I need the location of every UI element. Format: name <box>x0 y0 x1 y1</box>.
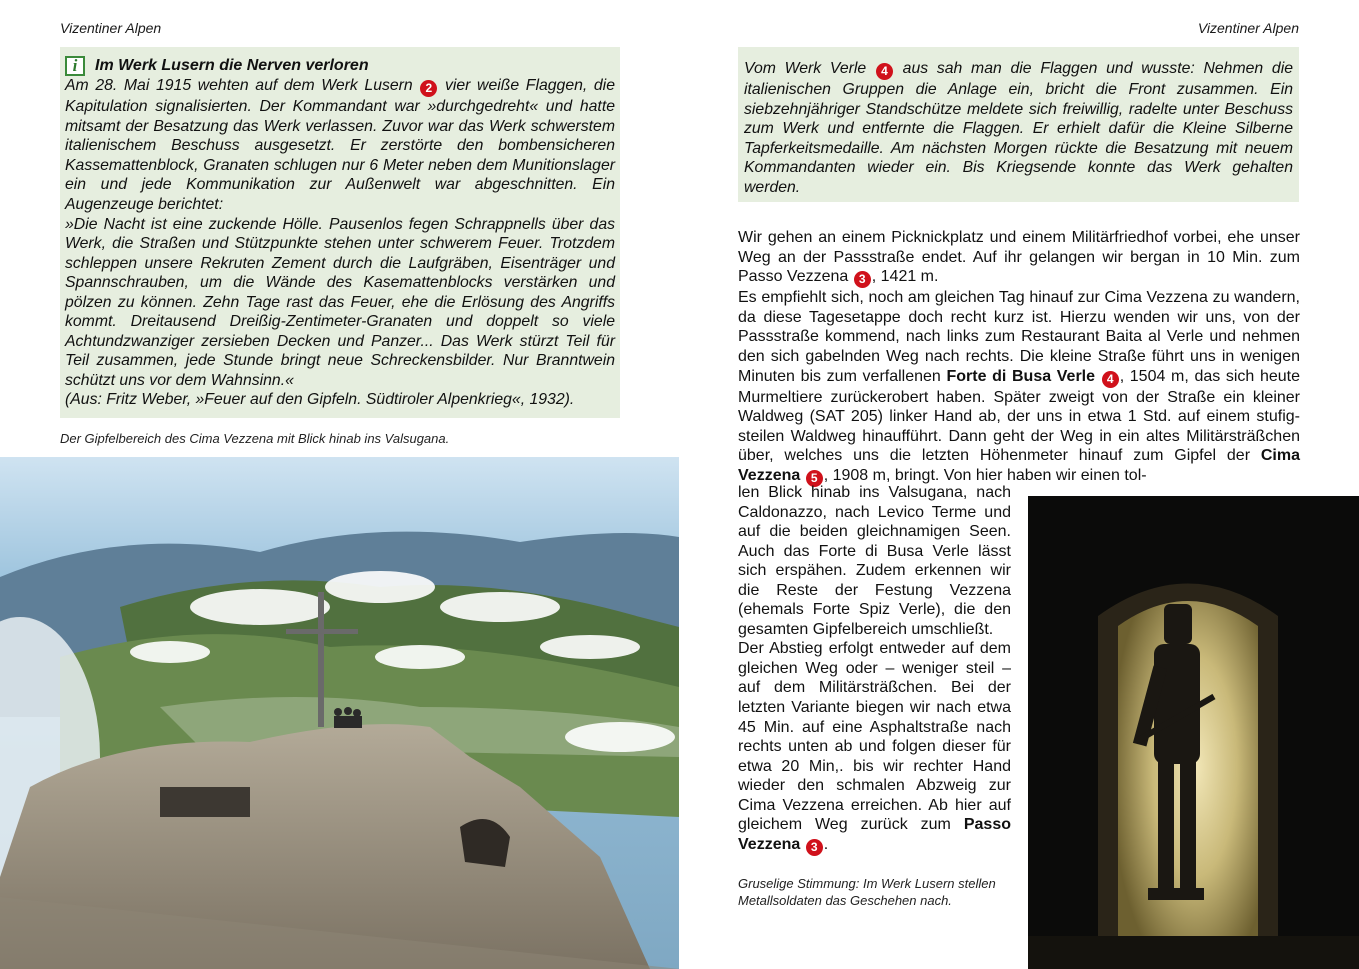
body-text: Wir gehen an einem Picknickplatz und einem Militärfriedhof vorbei, ehe unser Weg an der Passstraße endet. Auf ihr gelangen wir bergan in 10 Min. zum Passo Vezzena <box>738 229 1300 286</box>
body-text: . <box>823 835 829 853</box>
body-paragraph <box>738 228 1300 288</box>
waypoint-marker: 4 <box>876 63 893 80</box>
body-text: Der Abstieg erfolgt entweder auf dem gleichen Weg oder – weniger steil – auf dem Militärsträßchen. Bei der letzten Variante biegen wir nach etwa 45 Min. auf eine Asphaltstraße nach rechts unten ab und folgen dieser für etwa 20 Min,. bis wir rechter Hand wieder den schmalen Abzweig zur Cima Vezzena erreichen. Ab hier auf gleichem Weg zurück zum <box>738 640 1011 834</box>
info-i-icon: i <box>65 56 85 76</box>
info-box-continued-paragraph <box>744 59 1293 198</box>
main-text-bottom <box>738 483 1011 856</box>
info-box-text: vier weiße Flaggen, die Kapitulation signalisierten. Der Kommandant war »durchgedreht« und hatte mitsamt der Besatzung das Werk verlassen. Zuvor war das Werk schwerstem italienischem Beschuss ausgesetzt. Er zerstörte den bombensicheren Kassemattenblock, Granaten schlugen nur 6 Meter neben dem Munitionslager ein und jede Kommunikation zur Außenwelt war abgeschnitten. Ein Augenzeuge berichtet: <box>65 77 615 213</box>
info-box-text: Vom Werk Verle <box>744 60 867 77</box>
main-text-top <box>738 228 1300 487</box>
running-head-left: Vizentiner Alpen <box>60 20 162 36</box>
body-paragraph <box>738 288 1300 487</box>
summit-photo-caption: Der Gipfelbereich des Cima Vezzena mit Blick hinab ins Valsugana. <box>60 431 450 446</box>
eyewitness-quote: »Die Nacht ist eine zuckende Hölle. Pausenlos fegen Schrappnells über das Werk, die Straßen und Stützpunkte stehen unter schwerem Feuer. Trotzdem schleppen unsere Rekruten Zement durch die Laufgräben, Eisenträger und Spannschrauben, um die Wände des Kasemattenblocks verstärken und pölzen zu können. Zehn Tage rast das Feuer, ehe die Erlösung des Angriffs kommt. Dreitausend Dreißig-Zentimeter-Granaten und doppelt so viele Achtundzwanziger zersieben Decken und Panzer... Das Werk stürzt Teil für Teil zusammen, jede Stunde bringt neue Schreckensbilder. Nur Branntwein schützt uns vor dem Wahnsinn.« <box>65 215 615 389</box>
body-paragraph: len Blick hinab ins Valsugana, nach Caldonazzo, nach Levico Terme und auf die beiden gleichnamigen Seen. Auch das Forte di Busa Verle lässt sich erspähen. Zudem erkennen wir die Reste der Festung Vezzena (ehemals Forte Spiz Verle), die den gesamten Gipfelbereich umschließt. <box>738 484 1011 638</box>
waypoint-marker: 2 <box>420 80 437 97</box>
body-text: Es empfiehlt sich, noch am gleichen Tag hinauf zur Cima Vezzena zu wandern, da diese Tagesetappe doch recht kurz ist. Hierzu wenden wir uns, von der Passstraße kommend, nach links zum Restaurant Baita al Verle und nehmen den sich gabelnden Weg nach rechts. Die kleine Straße führt uns in wenigen Minuten bis zum verfallenen <box>738 289 1300 385</box>
waypoint-marker: 4 <box>1102 371 1119 388</box>
tunnel-photo <box>1028 496 1359 969</box>
summit-photo <box>0 457 679 969</box>
tunnel-photo-caption: Gruselige Stimmung: Im Werk Lusern stellen Metallsoldaten das Geschehen nach. <box>738 876 996 908</box>
info-box <box>60 47 620 418</box>
info-box-continued <box>738 47 1299 202</box>
waypoint-marker: 3 <box>854 271 871 288</box>
body-text: , 1421 m. <box>871 268 939 286</box>
quote-source: (Aus: Fritz Weber, »Feuer auf den Gipfeln. Südtiroler Alpenkrieg«, 1932). <box>65 391 575 409</box>
place-name: Cima Vezzena <box>738 447 1300 484</box>
body-text: , 1908 m, bringt. Von hier haben wir einen tol- <box>823 467 1147 484</box>
info-box-text: aus sah man die Flaggen und wusste: Nehmen die italienischen Gruppen die Anlage ein, bricht die Front zusammen. Ein siebzehnjähriger Standschütze meldete sich freiwillig, radelte unter Beschuss zum Werk und entfernte die Flaggen. Er erhielt dafür die Kleine Silberne Tapferkeitsmedaille. Am nächsten Morgen rückte die Besatzung mit neuem Kommandanten wieder ein. Bis Kriegsende konnte das Werk gehalten werden. <box>744 60 1293 196</box>
place-name: Passo Vezzena <box>738 816 1011 853</box>
waypoint-marker: 5 <box>806 470 823 487</box>
info-box-paragraph <box>65 76 615 215</box>
info-box-title: Im Werk Lusern die Nerven verloren <box>95 57 369 75</box>
body-text: , 1504 m, das sich heute Murmeltiere zurückerobert haben. Später zweigt von der Straße ein kleiner Waldweg (SAT 205) linker Hand ab, der uns in etwa 1 Std. auf einem stufig-steilen Waldweg hinaufführt. Dann geht der Weg in ein altes Militärsträßchen über, welches uns die letzten Höhenmeter hinauf zum Gipfel der <box>738 367 1301 465</box>
body-paragraph <box>738 639 1011 856</box>
place-name: Forte di Busa Verle <box>946 367 1096 385</box>
info-box-text: Am 28. Mai 1915 wehten auf dem Werk Lusern <box>65 77 413 94</box>
waypoint-marker: 3 <box>806 839 823 856</box>
info-box-header <box>65 56 615 76</box>
running-head-right: Vizentiner Alpen <box>1197 20 1299 36</box>
